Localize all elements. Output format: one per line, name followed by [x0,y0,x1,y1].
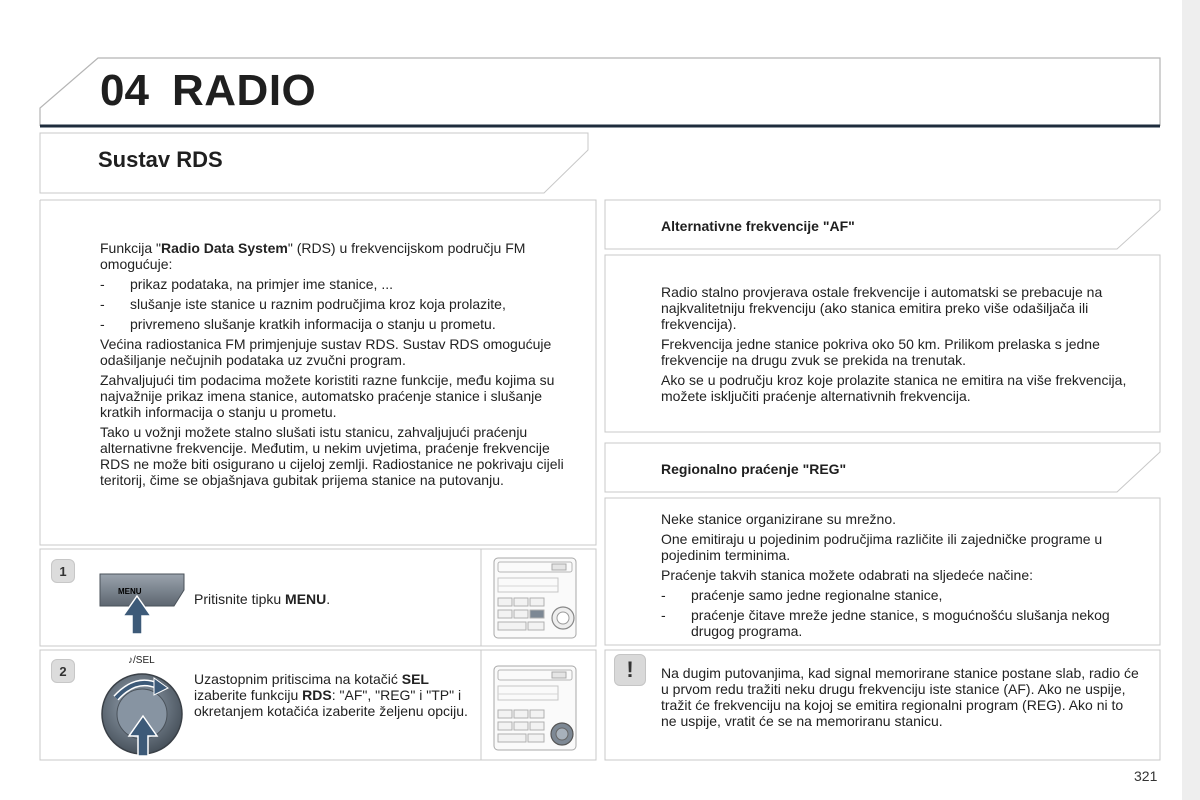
list-item: - slušanje iste stanice u raznim područjima kroz koja prolazite, [100,296,506,312]
list-item: - praćenje čitave mreže jedne stanice, s mogućnošću slušanja nekog drugog programa. [661,607,1110,639]
feature-list [100,276,580,332]
page-number: 321 [1134,768,1158,784]
paragraph: One emitiraju u pojedinim područjima različite ili zajedničke programe u pojedinim terminima. [661,531,1103,563]
radio-panel-illustration [492,664,580,752]
reg-heading: Regionalno praćenje "REG" [661,461,847,477]
step-2-badge: 2 [51,659,75,683]
menu-button-label: MENU [118,587,142,596]
menu-button-illustration [96,570,188,638]
reg-options-list [661,587,1141,639]
chapter-title: RADIO [172,66,317,115]
step-1-instruction: Pritisnite tipku MENU. [194,591,331,607]
warning-icon: ! [614,654,646,686]
paragraph: Ako se u području kroz koje prolazite stanica ne emitira na više frekvencija, možete isključiti praćenje alternativnih frekvencija. [661,372,1127,404]
paragraph: Tako u vožnji možete stalno slušati istu stanicu, zahvaljujući praćenju alternativne frekvencije. Međutim, u nekim uvjetima, praćenje frekvencije RDS ne može biti osigurano u cijeloj zemlji. Radiostanice ne pokrivaju cijeli teritorij, čime se objašnjava gubitak prijema stanice na putovanju. [100,424,564,488]
radio-panel-illustration [492,556,580,640]
paragraph: Neke stanice organizirane su mrežno. [661,511,897,527]
paragraph: Većina radiostanica FM primjenjuje sustav RDS. Sustav RDS omogućuje odašiljanje nečujnih podataka uz zvučni program. [100,336,552,368]
paragraph: Frekvencija jedne stanice pokriva oko 50 km. Prilikom prelaska s jedne frekvencije na drugu zvuk se prekida na trenutak. [661,336,1100,368]
page-edge-bar [1182,0,1200,800]
chapter-number: 04 [100,66,149,115]
sel-knob-label: ♪/SEL [128,655,155,666]
warning-note: Na dugim putovanjima, kad signal memorirane stanice postane slab, radio će u prvom redu tražiti neku drugu frekvenciju iste stanice (AF). Ako ne uspije, tražit će frekvenciju na kojoj se emitira regionalni program (REG). Ako ni to ne uspije, vratit će se na memoriranu stanicu. [661,665,1139,729]
list-item: - praćenje samo jedne regionalne stanice, [661,587,943,603]
paragraph: Zahvaljujući tim podacima možete koristiti razne funkcije, među kojima su najvažnije prikaz imena stanice, automatsko praćenje stanice i slušanje kratkih informacija o stanju u prometu. [100,372,555,420]
step-2-instruction: Uzastopnim pritiscima na kotačić SEL izaberite funkciju RDS: "AF", "REG" i "TP" i okretanjem kotačića izaberite željenu opciju. [194,671,468,719]
sel-knob-illustration [96,668,186,758]
intro-paragraph: Funkcija "Radio Data System" (RDS) u frekvencijskom području FM omogućuje: [100,240,526,272]
rds-description [100,240,580,492]
af-heading: Alternativne frekvencije "AF" [661,218,855,234]
section-title: Sustav RDS [98,147,223,172]
list-item: - privremeno slušanje kratkih informacija o stanju u prometu. [100,316,496,332]
step-1-badge: 1 [51,559,75,583]
reg-description [661,511,1141,643]
af-description [661,284,1141,408]
list-item: - prikaz podataka, na primjer ime stanice, ... [100,276,394,292]
paragraph: Praćenje takvih stanica možete odabrati na sljedeće načine: [661,567,1033,583]
paragraph: Radio stalno provjerava ostale frekvencije i automatski se prebacuje na najkvalitetniju frekvenciju (ako stanica emitira preko više odašiljača ili frekvencija). [661,284,1103,332]
